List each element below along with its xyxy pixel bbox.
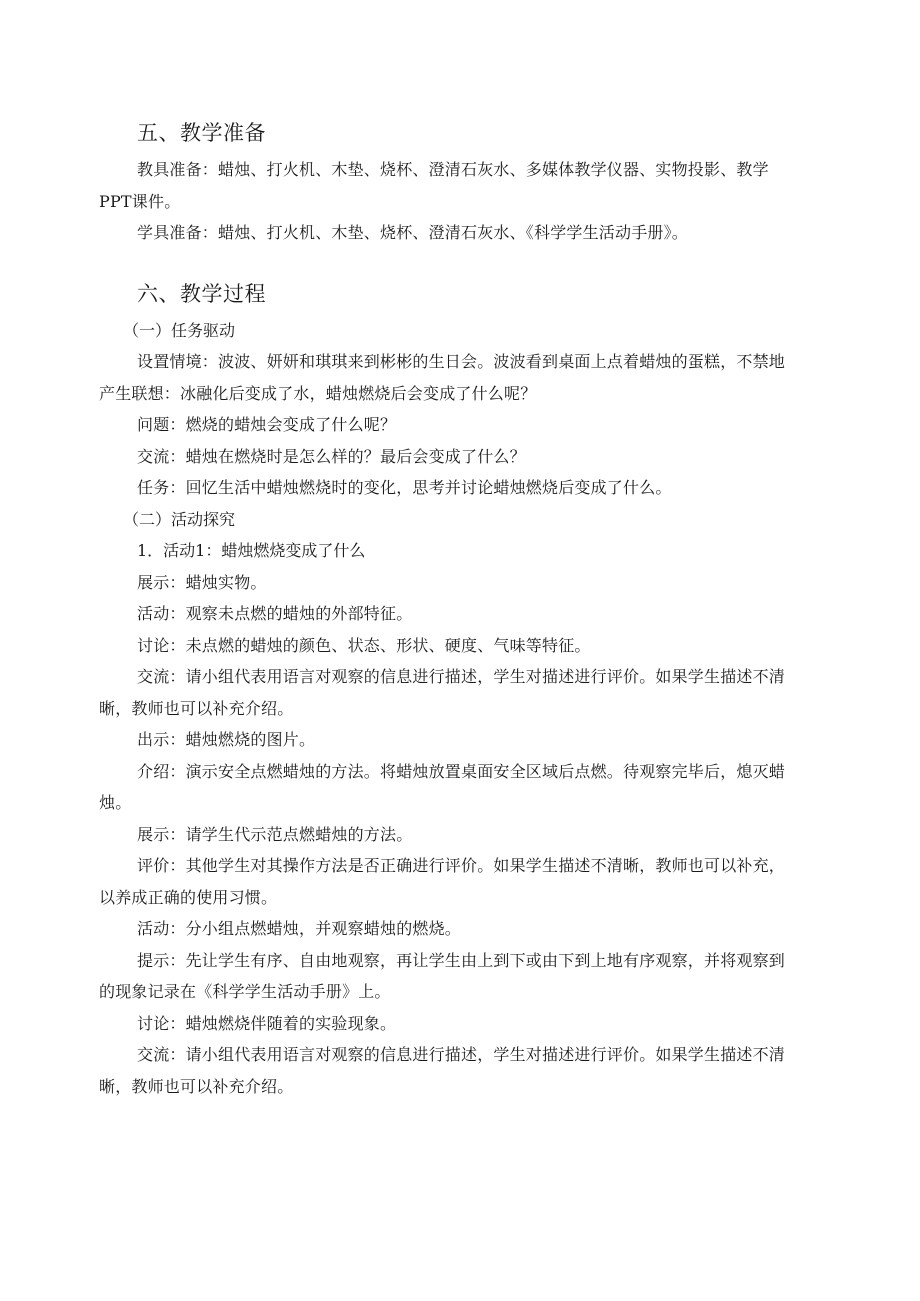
intro-line1: 介绍：演示安全点燃蜡烛的方法。将蜡烛放置桌面安全区域后点燃。待观察完毕后，熄灭蜡 xyxy=(137,761,786,781)
scenario-line2: 产生联想：冰融化后变成了水，蜡烛燃烧后会变成了什么呢？ xyxy=(99,383,537,403)
discuss1-paragraph: 讨论：未点燃的蜡烛的颜色、状态、形状、硬度、气味等特征。 xyxy=(137,635,591,655)
teacher-prep-line2: PPT课件。 xyxy=(99,191,181,211)
exchange3-paragraph xyxy=(99,1039,825,1102)
display-pic-paragraph: 出示：蜡烛燃烧的图片。 xyxy=(137,730,316,749)
student-prep-paragraph: 学具准备：蜡烛、打火机、木垫、烧杯、澄清石灰水、《科学学生活动手册》。 xyxy=(137,223,689,242)
hint-line1: 提示：先让学生有序、自由地观察，再让学生由上到下或由下到上地有序观察，并将观察到 xyxy=(137,950,786,970)
exchange2-line1: 交流：请小组代表用语言对观察的信息进行描述，学生对描述进行评价。如果学生描述不清 xyxy=(137,667,786,686)
activity1-heading: 1．活动1：蜡烛燃烧变成了什么 xyxy=(137,541,366,560)
show2-paragraph: 展示：请学生代示范点燃蜡烛的方法。 xyxy=(137,824,413,844)
exchange3-line2: 晰，教师也可以补充介绍。 xyxy=(99,1076,294,1096)
question-paragraph: 问题：燃烧的蜡烛会变成了什么呢？ xyxy=(137,415,397,434)
intro-paragraph xyxy=(99,756,825,819)
evaluate-paragraph xyxy=(99,850,825,913)
exchange1-paragraph: 交流：蜡烛在燃烧时是怎么样的？最后会变成了什么？ xyxy=(137,446,526,466)
intro-line2: 烛。 xyxy=(99,793,132,812)
task-paragraph: 任务：回忆生活中蜡烛燃烧时的变化，思考并讨论蜡烛燃烧后变成了什么。 xyxy=(137,478,672,497)
show1-paragraph: 展示：蜡烛实物。 xyxy=(137,572,267,592)
scenario-line1: 设置情境：波波、妍妍和琪琪来到彬彬的生日会。波波看到桌面上点着蜡烛的蛋糕，不禁地 xyxy=(137,352,786,371)
evaluate-line2: 以养成正确的使用习惯。 xyxy=(99,887,278,907)
exchange2-paragraph xyxy=(99,661,825,724)
section6-heading: 六、教学过程 xyxy=(137,281,266,306)
discuss2-paragraph: 讨论：蜡烛燃烧伴随着的实验现象。 xyxy=(137,1013,397,1033)
part1-heading: （一）任务驱动 xyxy=(123,320,236,340)
evaluate-line1: 评价：其他学生对其操作方法是否正确进行评价。如果学生描述不清晰，教师也可以补充， xyxy=(137,856,786,875)
activity-group-paragraph: 活动：分小组点燃蜡烛，并观察蜡烛的燃烧。 xyxy=(137,919,462,938)
section5-heading: 五、教学准备 xyxy=(137,121,266,145)
hint-line2: 的现象记录在《科学学生活动手册》上。 xyxy=(99,982,391,1001)
exchange3-line1: 交流：请小组代表用语言对观察的信息进行描述，学生对描述进行评价。如果学生描述不清 xyxy=(137,1045,786,1064)
part2-heading: （二）活动探究 xyxy=(123,509,236,529)
activity-observe-paragraph: 活动：观察未点燃的蜡烛的外部特征。 xyxy=(137,604,413,623)
teacher-prep-line1: 教具准备：蜡烛、打火机、木垫、烧杯、澄清石灰水、多媒体教学仪器、实物投影、教学 xyxy=(137,160,769,179)
teacher-prep-paragraph xyxy=(99,154,825,217)
scenario-paragraph xyxy=(99,346,825,409)
exchange2-line2: 晰，教师也可以补充介绍。 xyxy=(99,698,294,718)
hint-paragraph xyxy=(99,945,825,1008)
